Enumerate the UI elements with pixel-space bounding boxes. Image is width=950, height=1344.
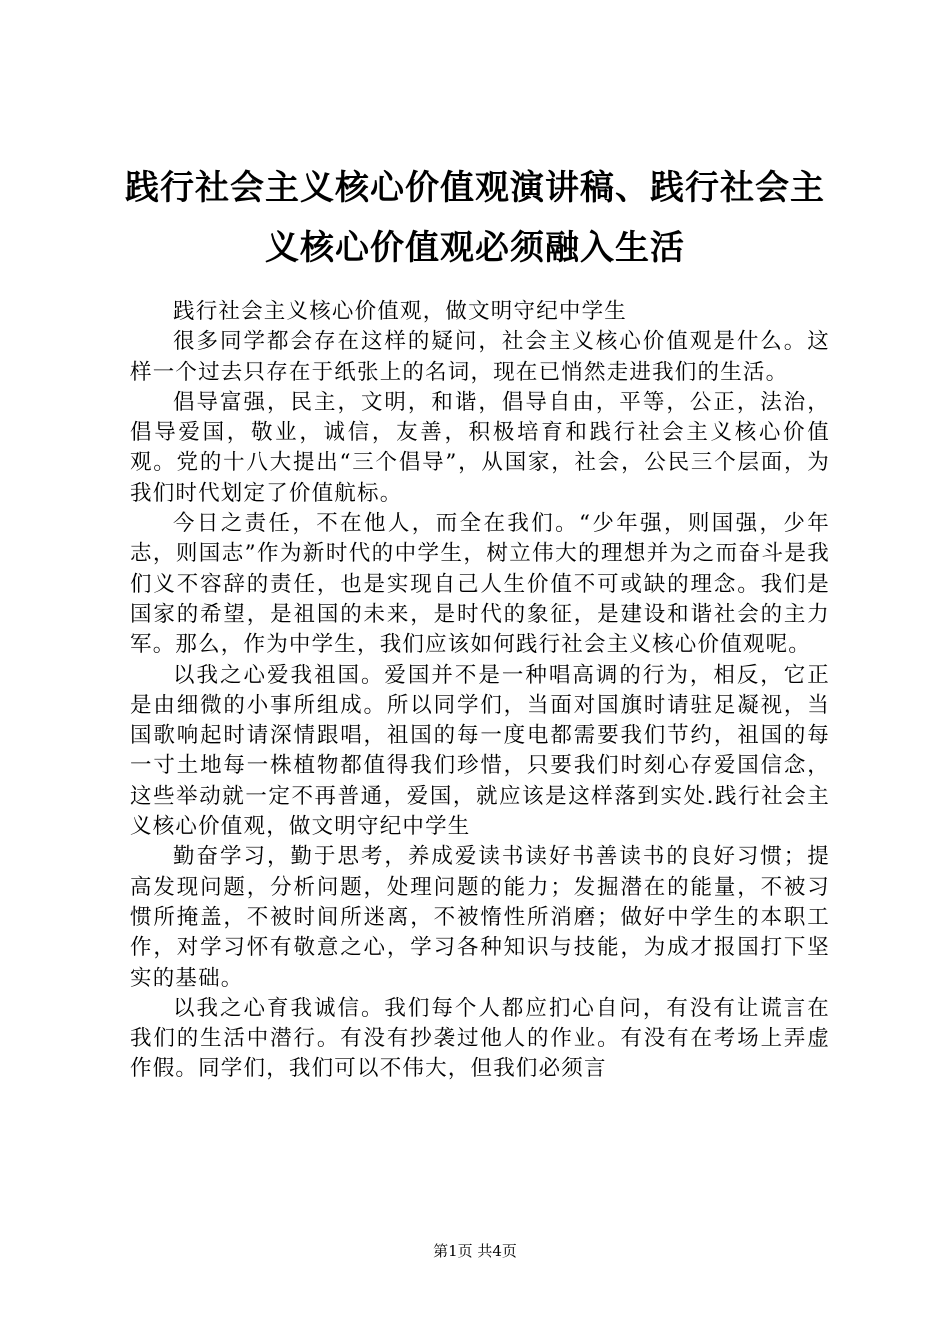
document-title: 践行社会主义核心价值观演讲稿、践行社会主义核心价值观必须融入生活 [125,168,825,268]
page-number-footer: 第1页 共4页 [433,1242,517,1260]
paragraph-subtitle: 践行社会主义核心价值观，做文明守纪中学生 [173,299,628,324]
paragraph-patriotism: 以我之心爱我祖国。爱国并不是一种唱高调的行为，相反，它正是由细微的小事所组成。所以同学们，当面对国旗时请驻足凝视，当国歌响起时请深情跟唱，祖国的每一度电都需要我们节约，祖国的每一寸土地每一株植物都值得我们珍惜，只要我们时刻心存爱国信念，这些举动就一定不再普通，爱国，就应该是这样落到实处.践行社会主义核心价值观，做文明守纪中学生 [130,662,830,840]
document-body [130,297,830,1085]
paragraph-intro: 很多同学都会存在这样的疑问，社会主义核心价值观是什么。这样一个过去只存在于纸张上的名词，现在已悄然走进我们的生活。 [130,329,830,385]
paragraph-integrity: 以我之心育我诚信。我们每个人都应扪心自问，有没有让谎言在我们的生活中潜行。有没有抄袭过他人的作业。有没有在考场上弄虚作假。同学们，我们可以不伟大，但我们必须言 [130,995,830,1082]
paragraph-responsibility: 今日之责任，不在他人，而全在我们。“少年强，则国强，少年志，则国志”作为新时代的中学生，树立伟大的理想并为之而奋斗是我们义不容辞的责任，也是实现自己人生价值不可或缺的理念。我们是国家的希望，是祖国的未来，是时代的象征，是建设和谐社会的主力军。那么，作为中学生，我们应该如何践行社会主义核心价值观呢。 [130,511,830,658]
paragraph-study: 勤奋学习，勤于思考，养成爱读书读好书善读书的良好习惯；提高发现问题，分析问题，处理问题的能力；发掘潜在的能量，不被习惯所掩盖，不被时间所迷离，不被惰性所消磨；做好中学生的本职工作，对学习怀有敬意之心，学习各种知识与技能，为成才报国打下坚实的基础。 [130,844,830,991]
paragraph-values: 倡导富强，民主，文明，和谐，倡导自由，平等，公正，法治，倡导爱国，敬业，诚信，友善，积极培育和践行社会主义核心价值观。党的十八大提出“三个倡导”，从国家，社会，公民三个层面，为我们时代划定了价值航标。 [130,389,830,506]
